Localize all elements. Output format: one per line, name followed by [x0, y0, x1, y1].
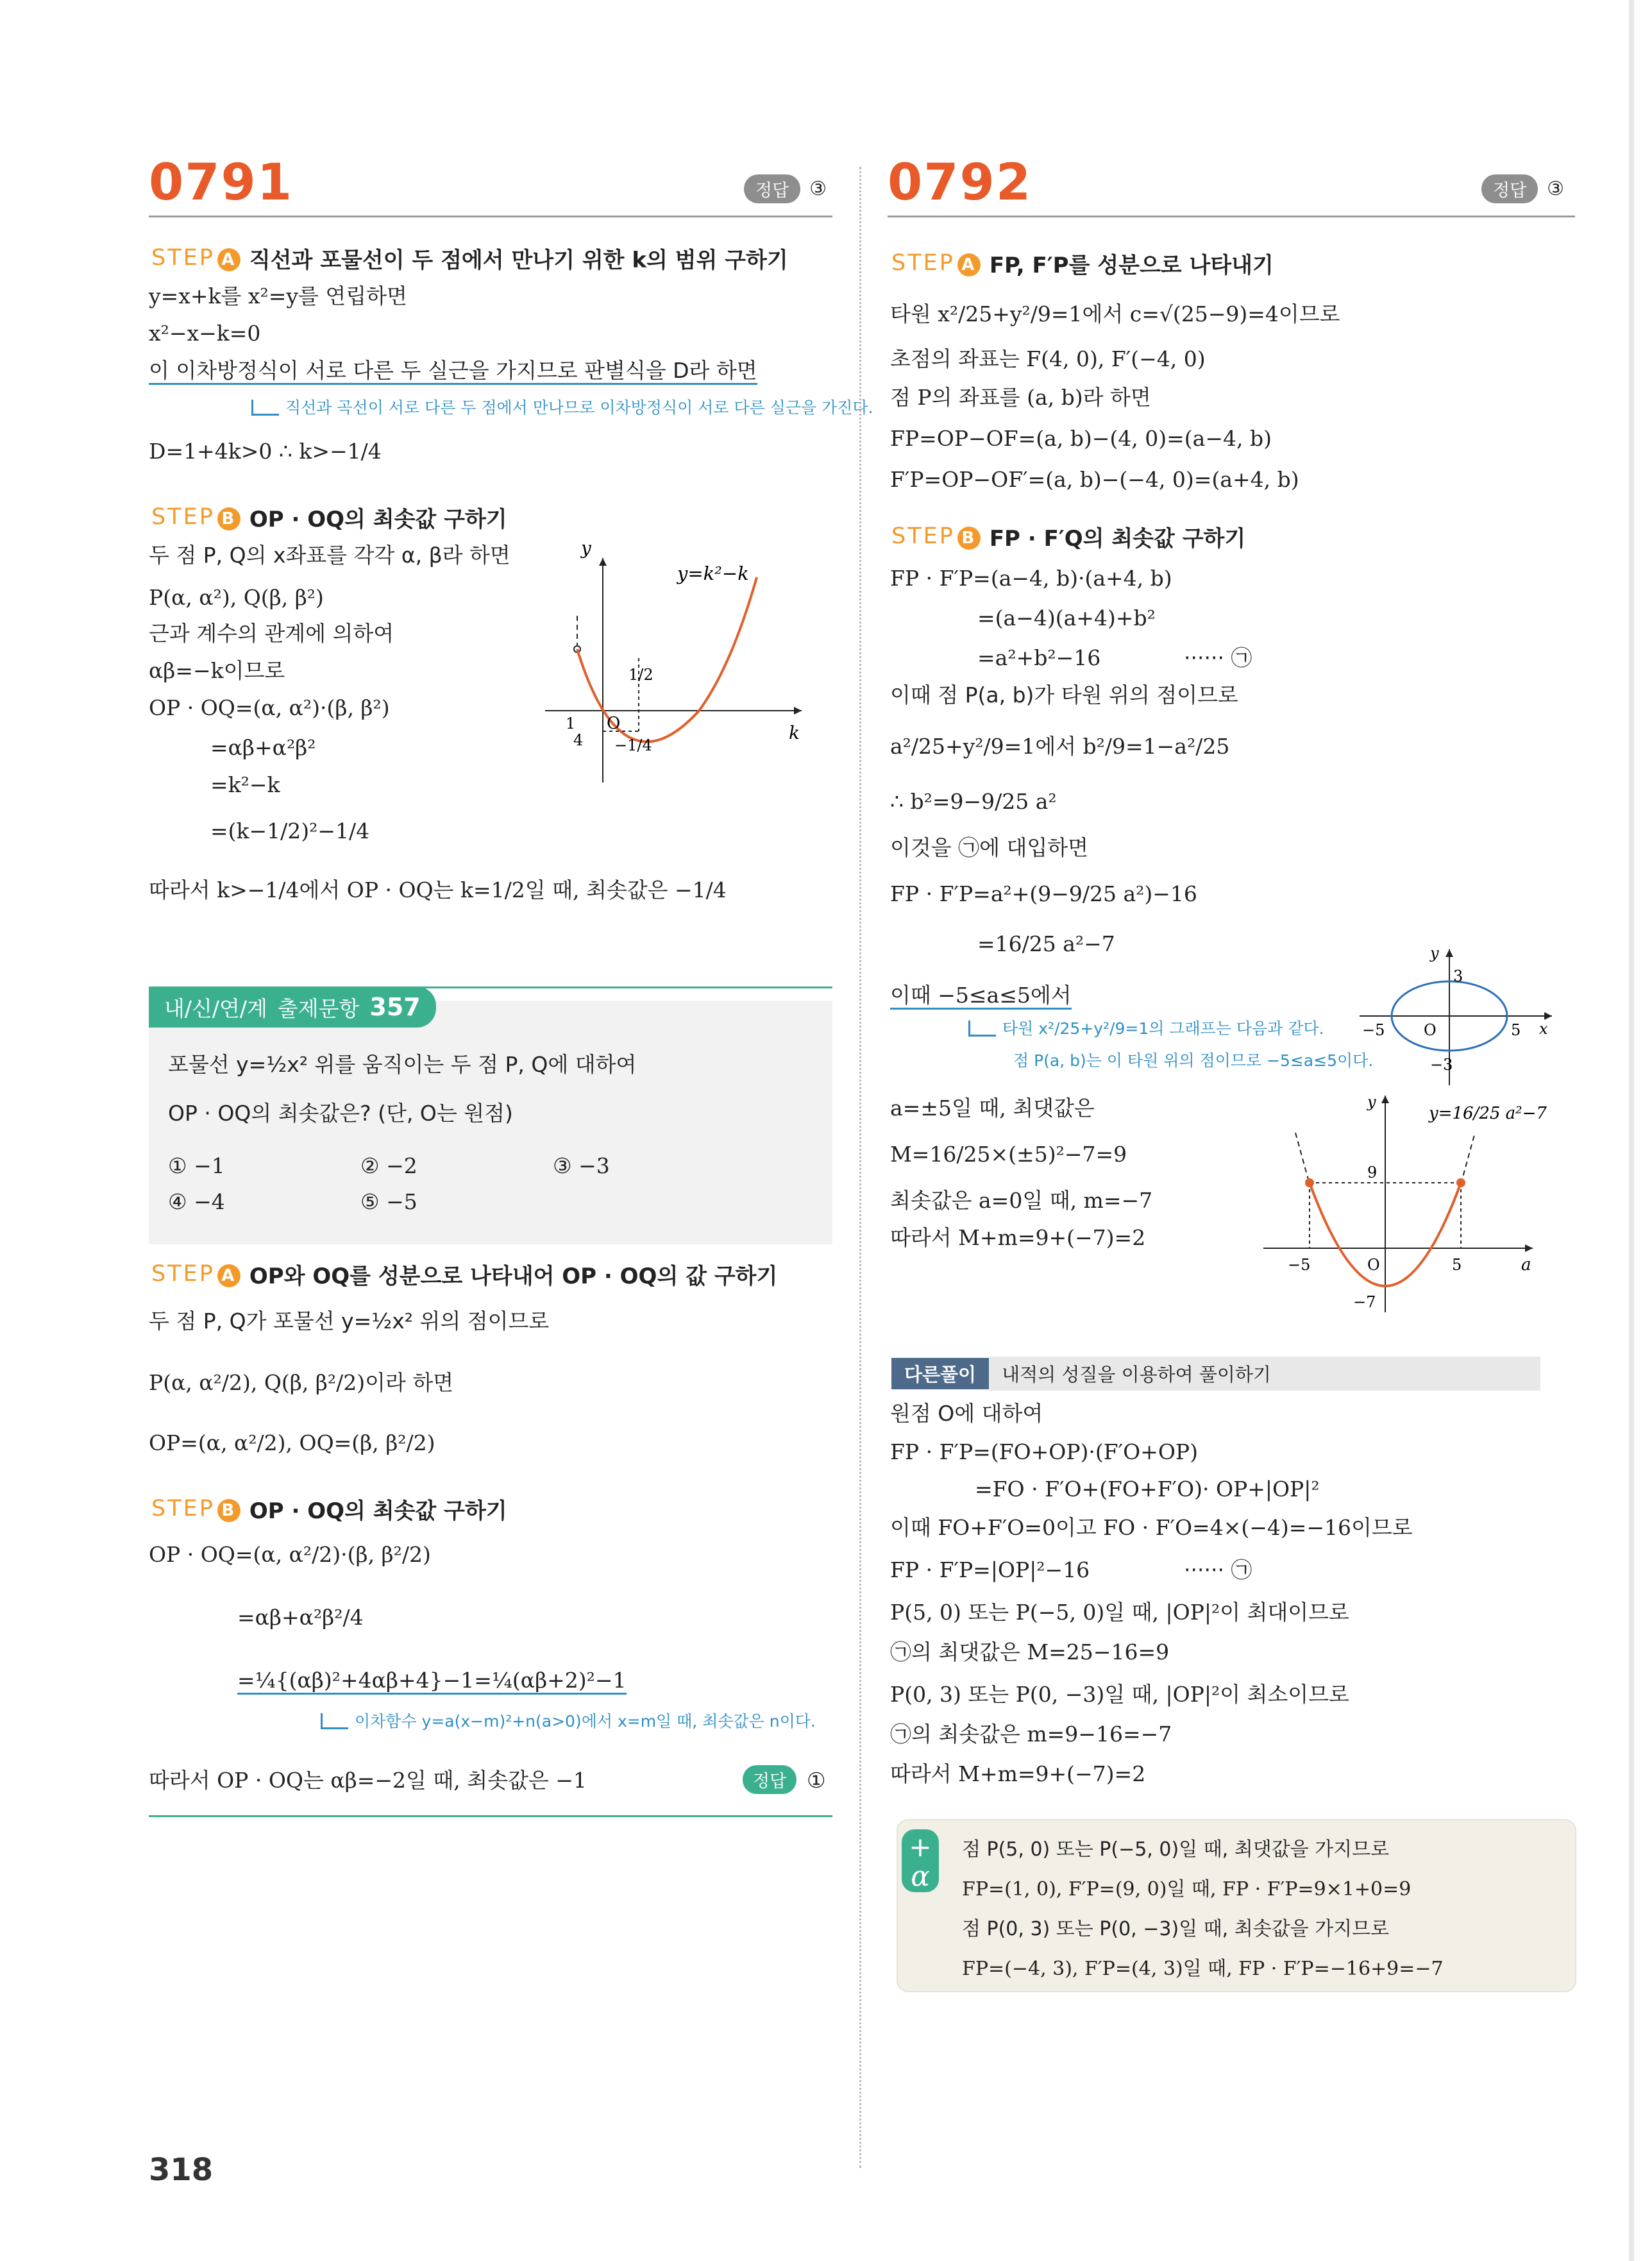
solution-line: x²−x−k=0: [149, 321, 261, 346]
problem-number: 0791: [149, 154, 294, 212]
solution-line: =αβ+α²β²: [210, 735, 316, 760]
header-rule: [888, 216, 1575, 217]
step-a-heading: STEP A 직선과 포물선이 두 점에서 만나기 위한 k의 범위 구하기: [151, 242, 788, 274]
tick-3: 3: [1453, 967, 1463, 985]
linked-problem-title: 내/신/연/계 출제문항 357: [149, 987, 436, 1028]
page-edge-bar: [1629, 0, 1634, 2261]
alt-solution-label: 다른풀이: [891, 1358, 989, 1389]
solution-line: 초점의 좌표는 F(4, 0), F′(−4, 0): [890, 346, 1206, 371]
solution-line: a²/25+y²/9=1에서 b²/9=1−a²/25: [890, 734, 1230, 759]
tick-neg3: −3: [1430, 1056, 1453, 1074]
solution-line: =FO · F′O+(FO+F′O)· OP+|OP|²: [975, 1477, 1320, 1502]
axis-label-y: y: [1367, 1093, 1376, 1111]
step-a-heading: STEP A OP와 OQ를 성분으로 나타내어 OP · OQ의 값 구하기: [151, 1258, 777, 1290]
solution-line: 점 P의 좌표를 (a, b)라 하면: [890, 385, 1151, 410]
solution-line: 따라서 M+m=9+(−7)=2: [890, 1225, 1146, 1250]
tick-min: −1/4: [614, 736, 652, 754]
solution-line: 근과 계수의 관계에 의하여: [149, 621, 394, 646]
tick-neg5: −5: [1288, 1256, 1311, 1274]
problem-bottom-rule: [149, 1815, 832, 1817]
svg-text:+: +: [909, 1831, 932, 1863]
choice[interactable]: ① −1: [168, 1153, 225, 1178]
solution-line: =¼{(αβ)²+4αβ+4}−1=¼(αβ+2)²−1: [237, 1668, 627, 1693]
tick-9: 9: [1367, 1164, 1378, 1181]
solution-line: 타원 x²/25+y²/9=1에서 c=√(25−9)=4이므로: [890, 301, 1340, 326]
solution-line: FP · F′P=(FO+OP)·(F′O+OP): [890, 1439, 1199, 1464]
step-b-heading: STEP B OP · OQ의 최솟값 구하기: [151, 1493, 507, 1525]
solution-line: =k²−k: [210, 772, 280, 797]
solution-line: OP=(α, α²/2), OQ=(β, β²/2): [149, 1430, 435, 1455]
equation-tag: ······ ㉠: [1184, 645, 1252, 670]
step-b-title: OP · OQ의 최솟값 구하기: [249, 507, 507, 532]
step-a-title: FP, F′P를 성분으로 나타내기: [989, 253, 1274, 278]
solution-line: =(k−1/2)²−1/4: [210, 818, 370, 843]
tick-neg-quarter: 1: [566, 715, 576, 732]
solution-line: =16/25 a²−7: [977, 931, 1115, 956]
solution-line: 이때 FO+F′O=0이고 FO · F′O=4×(−4)=−16이므로: [890, 1515, 1413, 1540]
solution-line: P(α, α²), Q(β, β²): [149, 585, 324, 610]
side-note: 타원 x²/25+y²/9=1의 그래프는 다음과 같다.: [968, 1016, 1324, 1039]
solution-line: P(0, 3) 또는 P(0, −3)일 때, |OP|²이 최소이므로: [890, 1682, 1349, 1707]
solution-line: OP · OQ=(α, α²)·(β, β²): [149, 695, 390, 720]
solution-line: 이것을 ㉠에 대입하면: [890, 835, 1089, 860]
page-number: 318: [149, 2152, 214, 2188]
tick-half: 1/2: [628, 666, 653, 684]
alt-solution-title: [891, 1357, 1540, 1389]
solution-line: OP · OQ=(α, α²/2)·(β, β²/2): [149, 1542, 431, 1567]
solution-line: P(5, 0) 또는 P(−5, 0)일 때, |OP|²이 최대이므로: [890, 1600, 1349, 1625]
parabola-graph: [532, 539, 827, 795]
solution-line: 최솟값은 a=0일 때, m=−7: [890, 1188, 1153, 1213]
solution-line: FP · F′P=|OP|²−16: [890, 1557, 1090, 1582]
solution-line: 따라서 k>−1/4에서 OP · OQ는 k=1/2일 때, 최솟값은 −1/4: [149, 877, 727, 902]
side-note: 점 P(a, b)는 이 타원 위의 점이므로 −5≤a≤5이다.: [1013, 1051, 1374, 1070]
choice[interactable]: ④ −4: [168, 1189, 225, 1214]
solution-line: FP=OP−OF=(a, b)−(4, 0)=(a−4, b): [890, 426, 1272, 451]
axis-label-a: a: [1521, 1255, 1531, 1274]
step-b-title: OP · OQ의 최솟값 구하기: [249, 1498, 507, 1524]
solution-line: FP · F′P=(a−4, b)·(a+4, b): [890, 566, 1172, 591]
axis-label-y: y: [1430, 944, 1439, 962]
tick-5: 5: [1452, 1256, 1462, 1274]
origin-label: O: [1424, 1021, 1437, 1039]
axis-label-x: x: [1539, 1020, 1548, 1038]
answer-value: ③: [1547, 178, 1565, 200]
solution-line: 이때 −5≤a≤5에서: [890, 983, 1072, 1008]
solution-line: 원점 O에 대하여: [890, 1401, 1043, 1426]
solution-line: FP · F′P=a²+(9−9/25 a²)−16: [890, 881, 1197, 906]
equation-tag: ······ ㉠: [1184, 1557, 1252, 1582]
solution-line: ㉠의 최댓값은 M=25−16=9: [890, 1639, 1170, 1664]
curve-label: y=k²−k: [677, 563, 749, 584]
tick-neg7: −7: [1353, 1293, 1376, 1311]
solution-line: 이때 점 P(a, b)가 타원 위의 점이므로: [890, 682, 1238, 707]
tip-line: 점 P(5, 0) 또는 P(−5, 0)일 때, 최댓값을 가지므로: [962, 1838, 1390, 1861]
solution-line: 이 이차방정식이 서로 다른 두 실근을 가지므로 판별식을 D라 하면: [149, 358, 757, 384]
tick-neg5: −5: [1362, 1021, 1385, 1039]
answer-badge: [744, 174, 827, 203]
alt-solution-heading: 내적의 성질을 이용하여 풀이하기: [989, 1357, 1540, 1391]
solution-line: 따라서 M+m=9+(−7)=2: [890, 1761, 1146, 1786]
final-answer-line: 따라서 OP · OQ는 αβ=−2일 때, 최솟값은 −1: [149, 1768, 587, 1793]
solution-line: =(a−4)(a+4)+b²: [977, 605, 1156, 631]
choice[interactable]: ③ −3: [553, 1153, 610, 1178]
solution-line: 두 점 P, Q의 x좌표를 각각 α, β라 하면: [149, 543, 510, 568]
problem-text: 포물선 y=½x² 위를 움직이는 두 점 P, Q에 대하여: [168, 1052, 637, 1077]
solution-line: F′P=OP−OF′=(a, b)−(−4, 0)=(a+4, b): [890, 467, 1299, 492]
problem-number: 0792: [888, 154, 1032, 212]
answer-value: ①: [807, 1768, 826, 1793]
tick-5: 5: [1511, 1021, 1521, 1039]
step-b-heading: STEP B FP · F′Q의 최솟값 구하기: [891, 521, 1245, 552]
tip-line: FP=(−4, 3), F′P=(4, 3)일 때, FP · F′P=−16+9=−7: [962, 1958, 1444, 1980]
problem-text: OP · OQ의 최솟값은? (단, O는 원점): [168, 1101, 513, 1126]
answer-badge: [1481, 174, 1564, 203]
solution-line: αβ=−k이므로: [149, 658, 285, 683]
header-rule: [149, 216, 832, 217]
solution-line: P(α, α²/2), Q(β, β²/2)이라 하면: [149, 1370, 454, 1395]
solution-line: 두 점 P, Q가 포물선 y=½x² 위의 점이므로: [149, 1308, 550, 1334]
parabola-graph: [1257, 1088, 1565, 1319]
axis-label-k: k: [789, 722, 800, 743]
origin-label: O: [1367, 1256, 1380, 1274]
solution-line: M=16/25×(±5)²−7=9: [890, 1142, 1127, 1167]
side-note: 직선과 곡선이 서로 다른 두 점에서 만나므로 이차방정식이 서로 다른 실근을 가진다.: [251, 395, 873, 418]
plus-alpha-icon: [900, 1828, 940, 1893]
step-a-heading: STEP A FP, F′P를 성분으로 나타내기: [891, 248, 1274, 279]
solution-line: =αβ+α²β²/4: [237, 1605, 364, 1630]
curve-label: y=16/25 a²−7: [1429, 1104, 1547, 1123]
choice[interactable]: ⑤ −5: [360, 1189, 417, 1214]
answer-label: 정답: [744, 174, 800, 203]
tip-line: FP=(1, 0), F′P=(9, 0)일 때, FP · F′P=9×1+0=9: [962, 1878, 1412, 1901]
axis-label-y: y: [581, 539, 591, 559]
side-note: 이차함수 y=a(x−m)²+n(a>0)에서 x=m일 때, 최솟값은 n이다.: [321, 1709, 816, 1732]
answer-label: 정답: [743, 1765, 796, 1794]
choice[interactable]: ② −2: [360, 1153, 417, 1178]
origin-label: O: [607, 714, 621, 733]
step-b-title: FP · F′Q의 최솟값 구하기: [989, 526, 1246, 552]
solution-line: D=1+4k>0 ∴ k>−1/4: [149, 439, 382, 464]
solution-line: =a²+b²−16: [977, 645, 1101, 670]
solution-line: y=x+k를 x²=y를 연립하면: [149, 284, 407, 309]
solution-line: ∴ b²=9−9/25 a²: [890, 789, 1057, 814]
tick-quarter: 4: [573, 731, 584, 749]
answer-value: ③: [809, 178, 827, 200]
svg-text:α: α: [911, 1860, 930, 1893]
step-a-title: 직선과 포물선이 두 점에서 만나기 위한 k의 범위 구하기: [249, 248, 788, 273]
column-divider: [859, 167, 861, 2168]
solution-line: a=±5일 때, 최댓값은: [890, 1096, 1095, 1121]
tip-line: 점 P(0, 3) 또는 P(0, −3)일 때, 최솟값을 가지므로: [962, 1918, 1390, 1940]
solution-line: ㉠의 최솟값은 m=9−16=−7: [890, 1722, 1172, 1747]
ellipse-graph: [1353, 944, 1558, 1092]
step-a-title: OP와 OQ를 성분으로 나타내어 OP · OQ의 값 구하기: [249, 1264, 778, 1289]
answer-label: 정답: [1481, 174, 1538, 203]
step-b-heading: STEP B OP · OQ의 최솟값 구하기: [151, 502, 507, 533]
